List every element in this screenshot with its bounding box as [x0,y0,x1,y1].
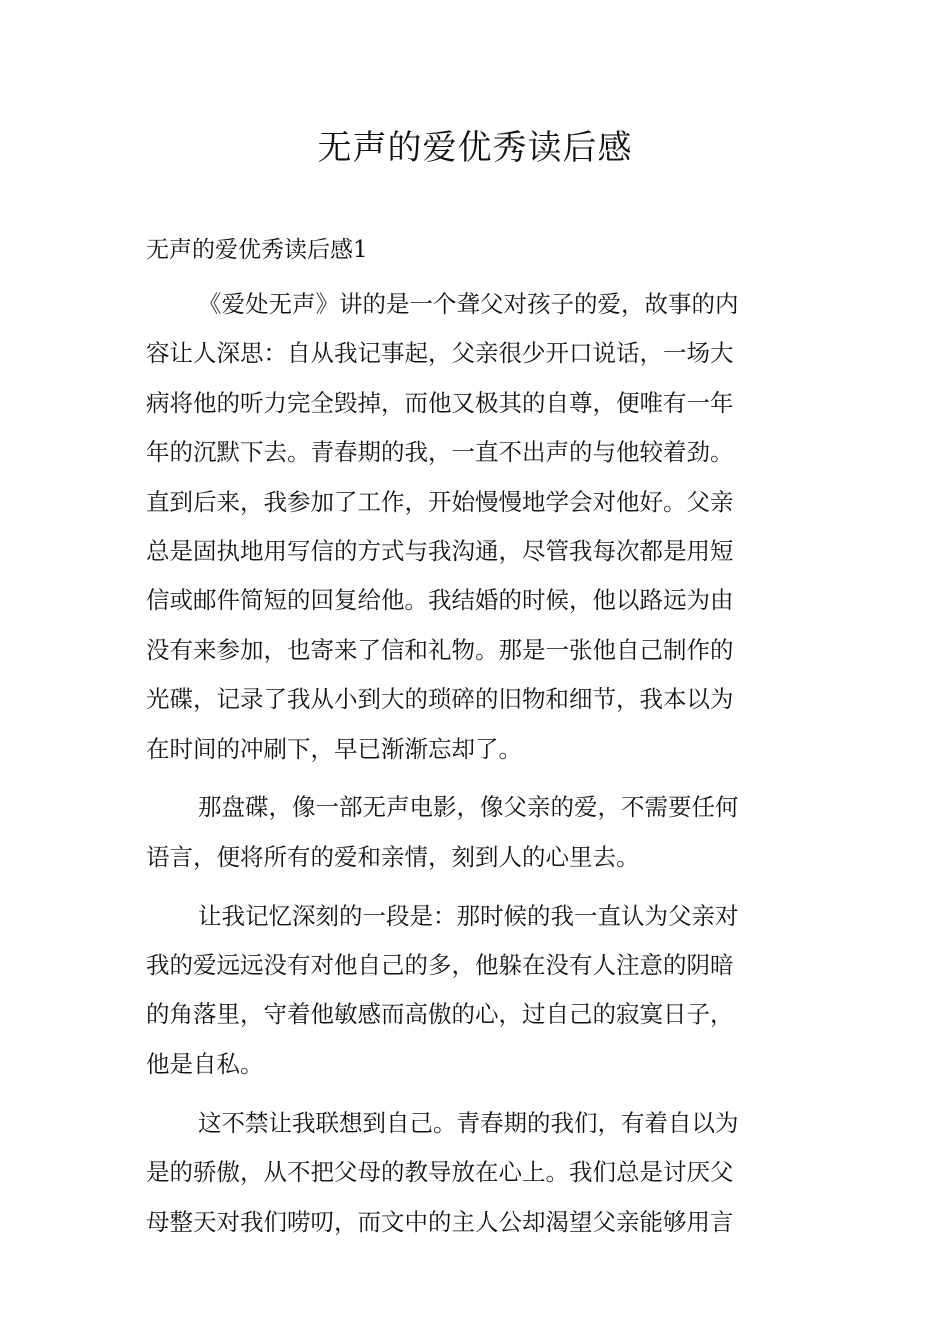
text-line: 信或邮件简短的回复给他。我结婚的时候，他以路远为由 [146,586,734,615]
text-line: 我的爱远远没有对他自己的多，他躲在没有人注意的阴暗 [146,951,734,980]
text-line: 容让人深思：自从我记事起，父亲很少开口说话，一场大 [146,339,734,368]
text-line: 在时间的冲刷下，早已渐渐忘却了。 [146,734,522,763]
text-line: 《爱处无声》讲的是一个聋父对孩子的爱，故事的内 [198,290,739,318]
text-line: 病将他的听力完全毁掉，而他又极其的自尊，便唯有一年 [146,388,734,417]
text-line: 光碟，记录了我从小到大的琐碎的旧物和细节，我本以为 [146,685,734,714]
document-title: 无声的爱优秀读后感 [317,128,633,168]
text-line: 语言，便将所有的爱和亲情，刻到人的心里去。 [146,842,640,871]
paragraph [146,280,806,774]
text-line: 母整天对我们唠叨，而文中的主人公却渴望父亲能够用言 [146,1207,734,1236]
text-line: 直到后来，我参加了工作，开始慢慢地学会对他好。父亲 [146,487,734,516]
paragraph [146,783,806,882]
text-line: 那盘碟，像一部无声电影，像父亲的爱，不需要任何 [198,793,739,822]
text-line: 没有来参加，也寄来了信和礼物。那是一张他自己制作的 [146,635,734,664]
text-line: 年的沉默下去。青春期的我，一直不出声的与他较着劲。 [146,438,734,467]
paragraph [146,892,806,1090]
text-line: 的角落里，守着他敏感而高傲的心，过自己的寂寞日子， [146,1000,734,1029]
text-line: 这不禁让我联想到自己。青春期的我们，有着自以为 [198,1108,739,1137]
paragraph [146,1099,806,1247]
text-line: 是的骄傲，从不把父母的教导放在心上。我们总是讨厌父 [146,1158,734,1187]
text-line: 总是固执地用写信的方式与我沟通，尽管我每次都是用短 [146,536,734,565]
document-body [146,280,806,1247]
text-line: 他是自私。 [146,1049,264,1078]
section-heading: 无声的爱优秀读后感1 [146,237,368,263]
text-line: 让我记忆深刻的一段是：那时候的我一直认为父亲对 [198,901,739,930]
